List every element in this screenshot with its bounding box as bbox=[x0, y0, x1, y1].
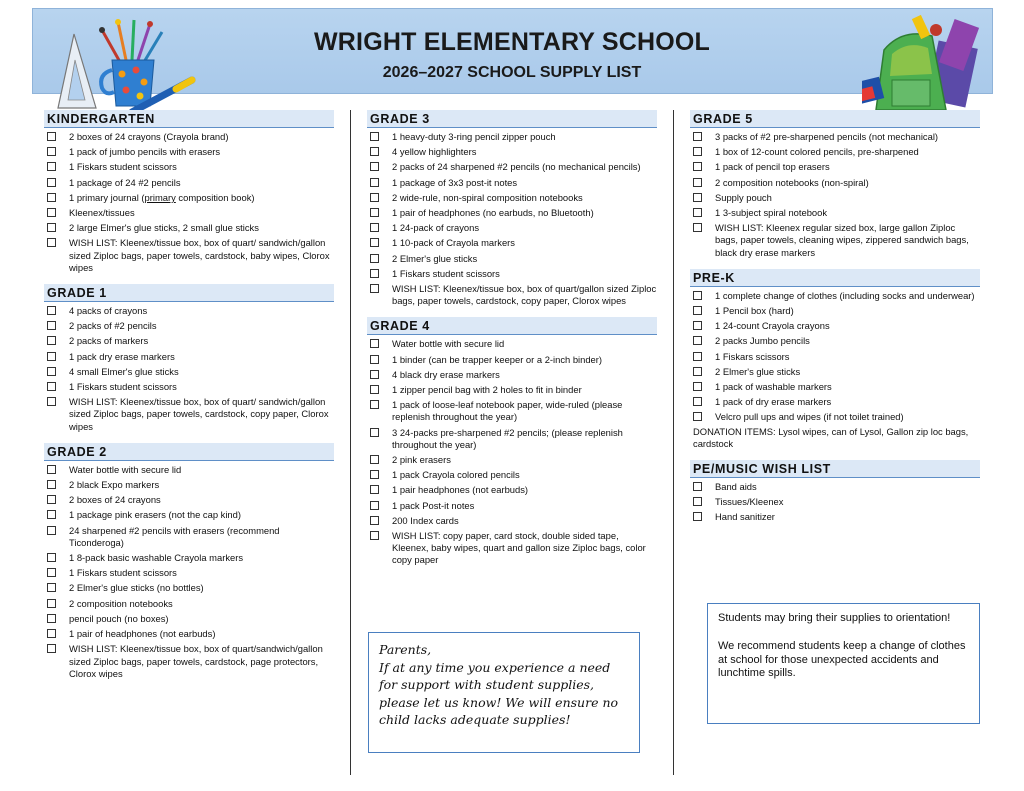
list-item: pencil pouch (no boxes) bbox=[44, 613, 334, 625]
list-item: 4 small Elmer's glue sticks bbox=[44, 366, 334, 378]
checkbox-icon[interactable] bbox=[47, 162, 56, 171]
checkbox-icon[interactable] bbox=[693, 178, 702, 187]
checkbox-icon[interactable] bbox=[47, 238, 56, 247]
list-item: 1 package pink erasers (not the cap kind) bbox=[44, 509, 334, 521]
list-item: Kleenex/tissues bbox=[44, 207, 334, 219]
checkbox-icon[interactable] bbox=[693, 336, 702, 345]
list-item: 2 pink erasers bbox=[367, 454, 657, 466]
list-item: 1 pack of jumbo pencils with erasers bbox=[44, 146, 334, 158]
section-grade-3 bbox=[367, 110, 657, 307]
section-heading: KINDERGARTEN bbox=[44, 110, 334, 128]
section-heading: GRADE 4 bbox=[367, 317, 657, 335]
list-item: 1 Fiskars student scissors bbox=[367, 268, 657, 280]
list-item: 1 pair of headphones (not earbuds) bbox=[44, 628, 334, 640]
list-item: 2 wide-rule, non-spiral composition notebooks bbox=[367, 192, 657, 204]
section-pe-music bbox=[690, 460, 980, 524]
list-item: 3 24-packs pre-sharpened #2 pencils; (please replenish throughout the year) bbox=[367, 427, 657, 451]
list-item: Velcro pull ups and wipes (if not toilet trained) bbox=[690, 411, 980, 423]
list-item: 4 yellow highlighters bbox=[367, 146, 657, 158]
list-item: Supply pouch bbox=[690, 192, 980, 204]
list-item: 1 10-pack of Crayola markers bbox=[367, 237, 657, 249]
list-item: 1 pack of dry erase markers bbox=[690, 396, 980, 408]
list-item: 2 Elmer's glue sticks (no bottles) bbox=[44, 582, 334, 594]
section-heading: GRADE 5 bbox=[690, 110, 980, 128]
checkbox-icon[interactable] bbox=[693, 397, 702, 406]
list-item: 2 packs of #2 pencils bbox=[44, 320, 334, 332]
list-item: 4 black dry erase markers bbox=[367, 369, 657, 381]
section-kindergarten bbox=[44, 110, 334, 274]
section-grade-4 bbox=[367, 317, 657, 566]
checkbox-icon[interactable] bbox=[693, 147, 702, 156]
checkbox-icon[interactable] bbox=[370, 400, 379, 409]
list-item: WISH LIST: Kleenex/tissue box, box of quart/ sandwich/gallon sized Ziploc bags, paper towels, cardstock, baby wipes, Clorox wipes bbox=[44, 237, 334, 274]
list-item: Water bottle with secure lid bbox=[44, 464, 334, 476]
section-grade-2 bbox=[44, 443, 334, 680]
checkbox-icon[interactable] bbox=[47, 568, 56, 577]
section-heading: GRADE 2 bbox=[44, 443, 334, 461]
checkbox-icon[interactable] bbox=[693, 223, 702, 232]
checkbox-icon[interactable] bbox=[47, 583, 56, 592]
list-item: 1 Fiskars student scissors bbox=[44, 381, 334, 393]
list-item: 4 packs of crayons bbox=[44, 305, 334, 317]
checkbox-icon[interactable] bbox=[47, 480, 56, 489]
checkbox-icon[interactable] bbox=[370, 516, 379, 525]
list-item: 1 pack Post-it notes bbox=[367, 500, 657, 512]
parents-note-box bbox=[368, 632, 640, 753]
section-pre-k bbox=[690, 269, 980, 450]
parents-heading: Parents, bbox=[379, 642, 432, 657]
checkbox-icon[interactable] bbox=[47, 382, 56, 391]
list-item: 1 pack Crayola colored pencils bbox=[367, 469, 657, 481]
checkbox-icon[interactable] bbox=[370, 485, 379, 494]
checkbox-icon[interactable] bbox=[47, 644, 56, 653]
list-item: 200 Index cards bbox=[367, 515, 657, 527]
list-item: 1 Fiskars scissors bbox=[690, 351, 980, 363]
checkbox-icon[interactable] bbox=[47, 223, 56, 232]
checkbox-icon[interactable] bbox=[370, 193, 379, 202]
list-item: 1 binder (can be trapper keeper or a 2-inch binder) bbox=[367, 354, 657, 366]
list-item: Water bottle with secure lid bbox=[367, 338, 657, 350]
page-subtitle: 2026–2027 SCHOOL SUPPLY LIST bbox=[382, 64, 642, 81]
primary-journal-text: 1 primary journal (primary composition book) bbox=[69, 191, 255, 203]
checkbox-icon[interactable] bbox=[370, 132, 379, 141]
list-item: WISH LIST: Kleenex/tissue box, box of quart/ sandwich/gallon sized Ziploc bags, paper towels, cardstock, copy paper, Clorox wipes bbox=[44, 396, 334, 433]
checkbox-icon[interactable] bbox=[693, 497, 702, 506]
list-item: 1 pack of loose-leaf notebook paper, wide-ruled (please replenish throughout the year) bbox=[367, 399, 657, 423]
list-item: WISH LIST: Kleenex/tissue box, box of quart/sandwich/gallon sized Ziploc bags, paper towels, cardstock, page protectors, Clorox wipes bbox=[44, 643, 334, 680]
list-item: 1 3-subject spiral notebook bbox=[690, 207, 980, 219]
checkbox-icon[interactable] bbox=[693, 321, 702, 330]
list-item: WISH LIST: copy paper, card stock, double sided tape, Kleenex, baby wipes, quart and gallon size Ziploc bags, color copy paper bbox=[367, 530, 657, 567]
checkbox-icon[interactable] bbox=[370, 223, 379, 232]
donation-items: DONATION ITEMS: Lysol wipes, can of Lysol, Gallon zip loc bags, cardstock bbox=[693, 425, 969, 449]
checkbox-icon[interactable] bbox=[47, 352, 56, 361]
list-item: WISH LIST: Kleenex regular sized box, large gallon Ziploc bags, paper towels, cleaning wipes, zippered sandwich bags, black dry erase markers bbox=[690, 222, 980, 259]
list-item: 1 package of 3x3 post-it notes bbox=[367, 177, 657, 189]
checkbox-icon[interactable] bbox=[370, 501, 379, 510]
checkbox-icon[interactable] bbox=[47, 614, 56, 623]
checkbox-icon[interactable] bbox=[370, 147, 379, 156]
checkbox-icon[interactable] bbox=[47, 306, 56, 315]
checkbox-icon[interactable] bbox=[693, 208, 702, 217]
checkbox-icon[interactable] bbox=[47, 321, 56, 330]
students-note-2: We recommend students keep a change of clothes at school for those unexpected accidents and lunchtime spills. bbox=[718, 639, 966, 680]
checkbox-icon[interactable] bbox=[693, 352, 702, 361]
list-item: 2 boxes of 24 crayons bbox=[44, 494, 334, 506]
checkbox-icon[interactable] bbox=[693, 193, 702, 202]
section-grade-5 bbox=[690, 110, 980, 259]
section-heading: PE/MUSIC WISH LIST bbox=[690, 460, 980, 478]
checkbox-icon[interactable] bbox=[693, 367, 702, 376]
checkbox-icon[interactable] bbox=[47, 510, 56, 519]
checkbox-icon[interactable] bbox=[47, 629, 56, 638]
checkbox-icon[interactable] bbox=[693, 382, 702, 391]
checkbox-icon[interactable] bbox=[693, 306, 702, 315]
list-item: 1 8-pack basic washable Crayola markers bbox=[44, 552, 334, 564]
list-item: 1 pair headphones (not earbuds) bbox=[367, 484, 657, 496]
list-item: Tissues/Kleenex bbox=[690, 496, 980, 508]
list-item: 1 box of 12-count colored pencils, pre-sharpened bbox=[690, 146, 980, 158]
checkbox-icon[interactable] bbox=[693, 162, 702, 171]
checkbox-icon[interactable] bbox=[370, 254, 379, 263]
parents-message: If at any time you experience a need for support with student supplies, please let us know! We will ensure no child lacks adequate supplies! bbox=[379, 659, 619, 727]
list-item: Band aids bbox=[690, 481, 980, 493]
list-item: 2 packs Jumbo pencils bbox=[690, 335, 980, 347]
checkbox-icon[interactable] bbox=[47, 336, 56, 345]
list-item: 2 boxes of 24 crayons (Crayola brand) bbox=[44, 131, 334, 143]
list-item: 2 black Expo markers bbox=[44, 479, 334, 491]
list-item: 1 heavy-duty 3-ring pencil zipper pouch bbox=[367, 131, 657, 143]
list-item: 1 pack of pencil top erasers bbox=[690, 161, 980, 173]
checkbox-icon[interactable] bbox=[370, 455, 379, 464]
checkbox-icon[interactable] bbox=[370, 269, 379, 278]
list-item: 1 pack of washable markers bbox=[690, 381, 980, 393]
checkbox-icon[interactable] bbox=[370, 208, 379, 217]
checkbox-icon[interactable] bbox=[47, 193, 56, 202]
section-heading: PRE-K bbox=[690, 269, 980, 287]
checkbox-icon[interactable] bbox=[693, 291, 702, 300]
list-item: 2 composition notebooks (non-spiral) bbox=[690, 177, 980, 189]
list-item: 1 Fiskars student scissors bbox=[44, 567, 334, 579]
checkbox-icon[interactable] bbox=[370, 178, 379, 187]
checkbox-icon[interactable] bbox=[370, 428, 379, 437]
checkbox-icon[interactable] bbox=[370, 385, 379, 394]
page-title: WRIGHT ELEMENTARY SCHOOL bbox=[314, 28, 710, 56]
column-1 bbox=[44, 110, 334, 690]
checkbox-icon[interactable] bbox=[370, 370, 379, 379]
list-item: Hand sanitizer bbox=[690, 511, 980, 523]
checkbox-icon[interactable] bbox=[693, 512, 702, 521]
checkbox-icon[interactable] bbox=[47, 465, 56, 474]
column-2 bbox=[367, 110, 657, 577]
checkbox-icon[interactable] bbox=[370, 531, 379, 540]
checkbox-icon[interactable] bbox=[47, 367, 56, 376]
checkbox-icon[interactable] bbox=[370, 284, 379, 293]
list-item: 1 zipper pencil bag with 2 holes to fit in binder bbox=[367, 384, 657, 396]
list-item: 24 sharpened #2 pencils with erasers (recommend Ticonderoga) bbox=[44, 525, 334, 549]
list-item: 2 packs of 24 sharpened #2 pencils (no mechanical pencils) bbox=[367, 161, 657, 173]
checkbox-icon[interactable] bbox=[693, 412, 702, 421]
checkbox-icon[interactable] bbox=[47, 132, 56, 141]
list-item: 2 composition notebooks bbox=[44, 598, 334, 610]
list-item: WISH LIST: Kleenex/tissue box, box of quart/gallon sized Ziploc bags, paper towels, cardstock, copy paper, Clorox wipes bbox=[367, 283, 657, 307]
students-note-1: Students may bring their supplies to orientation! bbox=[718, 612, 951, 624]
checkbox-icon[interactable] bbox=[693, 482, 702, 491]
column-3 bbox=[690, 110, 980, 534]
checkbox-icon[interactable] bbox=[370, 238, 379, 247]
checkbox-icon[interactable] bbox=[47, 147, 56, 156]
checkbox-icon[interactable] bbox=[47, 208, 56, 217]
list-item: 1 pair of headphones (no earbuds, no Bluetooth) bbox=[367, 207, 657, 219]
section-heading: GRADE 3 bbox=[367, 110, 657, 128]
list-item: 2 packs of markers bbox=[44, 335, 334, 347]
list-item: 1 Pencil box (hard) bbox=[690, 305, 980, 317]
list-item: 1 package of 24 #2 pencils bbox=[44, 177, 334, 189]
list-item: 2 large Elmer's glue sticks, 2 small glue sticks bbox=[44, 222, 334, 234]
checkbox-icon[interactable] bbox=[47, 178, 56, 187]
column-divider bbox=[673, 110, 674, 775]
checkbox-icon[interactable] bbox=[47, 599, 56, 608]
list-item: 1 Fiskars student scissors bbox=[44, 161, 334, 173]
list-item bbox=[44, 192, 334, 204]
column-divider bbox=[350, 110, 351, 775]
checkbox-icon[interactable] bbox=[693, 132, 702, 141]
section-grade-1 bbox=[44, 284, 334, 433]
checkbox-icon[interactable] bbox=[47, 495, 56, 504]
list-item: 2 Elmer's glue sticks bbox=[367, 253, 657, 265]
students-note-box bbox=[707, 603, 980, 724]
checkbox-icon[interactable] bbox=[370, 162, 379, 171]
list-item: 1 24-pack of crayons bbox=[367, 222, 657, 234]
checkbox-icon[interactable] bbox=[47, 553, 56, 562]
checkbox-icon[interactable] bbox=[370, 339, 379, 348]
section-heading: GRADE 1 bbox=[44, 284, 334, 302]
checkbox-icon[interactable] bbox=[370, 470, 379, 479]
list-item: 2 Elmer's glue sticks bbox=[690, 366, 980, 378]
checkbox-icon[interactable] bbox=[47, 526, 56, 535]
list-item: 1 complete change of clothes (including socks and underwear) bbox=[690, 290, 980, 302]
list-item: 1 pack dry erase markers bbox=[44, 351, 334, 363]
list-item: 1 24-count Crayola crayons bbox=[690, 320, 980, 332]
checkbox-icon[interactable] bbox=[47, 397, 56, 406]
checkbox-icon[interactable] bbox=[370, 355, 379, 364]
list-item: 3 packs of #2 pre-sharpened pencils (not mechanical) bbox=[690, 131, 980, 143]
